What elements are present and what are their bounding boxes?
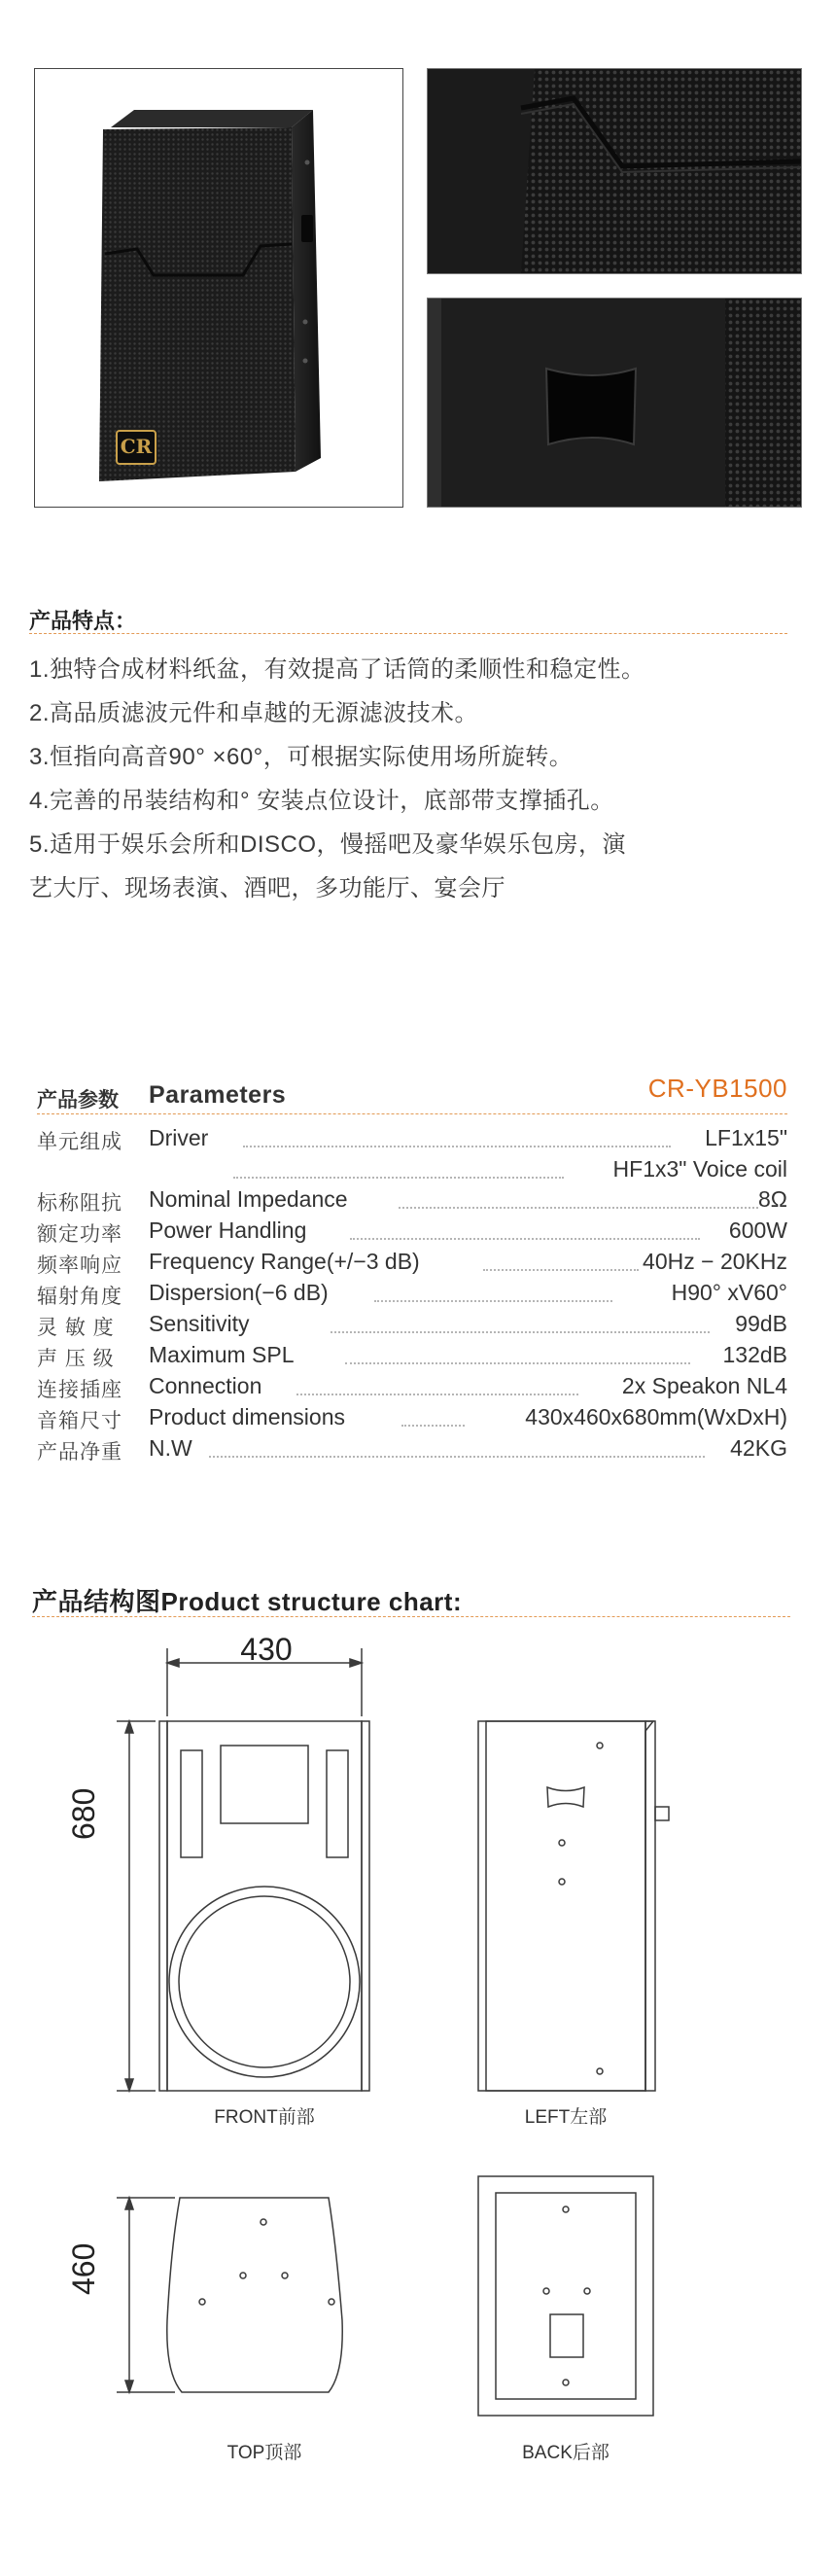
dot-leader — [350, 1238, 700, 1240]
left-view — [478, 1721, 669, 2091]
dot-leader — [209, 1456, 705, 1458]
depth-dimension: 460 — [66, 2242, 101, 2295]
dot-leader — [296, 1394, 578, 1395]
params-title-en: Parameters — [149, 1081, 287, 1109]
dot-leader — [233, 1177, 564, 1179]
dot-leader — [243, 1146, 671, 1147]
front-view-label: FRONT前部 — [214, 2107, 315, 2128]
height-dimension: 680 — [66, 1787, 101, 1840]
param-value: 40Hz − 20KHz — [643, 1249, 787, 1274]
param-label-en: Sensitivity — [149, 1311, 250, 1336]
speaker-main-photo — [34, 68, 403, 508]
param-label-en: N.W — [149, 1435, 192, 1461]
structure-divider — [32, 1616, 790, 1617]
param-value: 132dB — [722, 1342, 787, 1367]
handle-detail-photo — [427, 298, 802, 508]
param-label-cn: 频率响应 — [37, 1254, 122, 1277]
param-value: 2x Speakon NL4 — [621, 1373, 787, 1398]
feature-item: 5.适用于娱乐会所和DISCO，慢摇吧及豪华娱乐包房，演 — [29, 831, 627, 858]
param-label-cn: 标称阻抗 — [37, 1192, 122, 1215]
top-view — [117, 2198, 342, 2392]
param-label-en: Power Handling — [149, 1217, 307, 1243]
brand-logo: CR — [120, 435, 153, 458]
param-label-cn: 连接插座 — [37, 1379, 122, 1401]
params-title-cn: 产品参数 — [37, 1089, 119, 1112]
param-label-en: Frequency Range(+/−3 dB) — [149, 1249, 420, 1274]
structure-drawings — [0, 1624, 836, 2421]
structure-title: 产品结构图Product structure chart: — [32, 1587, 463, 1616]
params-divider — [37, 1113, 787, 1114]
param-label-cn: 音箱尺寸 — [37, 1410, 122, 1432]
param-label-en: Connection — [149, 1373, 262, 1398]
dot-leader — [331, 1331, 710, 1333]
feature-item: 1.独特合成材料纸盆，有效提高了话筒的柔顺性和稳定性。 — [29, 656, 645, 683]
param-label-cn: 辐射角度 — [37, 1286, 122, 1308]
back-view-label: BACK后部 — [522, 2443, 610, 2463]
dot-leader — [374, 1300, 612, 1302]
feature-item: 2.高品质滤波元件和卓越的无源滤波技术。 — [29, 700, 479, 726]
feature-item: 4.完善的吊装结构和° 安装点位设计，底部带支撑插孔。 — [29, 788, 614, 814]
left-view-label: LEFT左部 — [524, 2107, 608, 2128]
dot-leader — [345, 1362, 690, 1364]
param-label-cn: 额定功率 — [37, 1223, 122, 1246]
param-value: 42KG — [730, 1435, 787, 1461]
param-value: 99dB — [735, 1311, 787, 1336]
feature-item: 3.恒指向高音90° ×60°，可根据实际使用场所旋转。 — [29, 744, 574, 770]
param-label-cn: 单元组成 — [37, 1131, 122, 1153]
param-value: HF1x3" Voice coil — [612, 1156, 787, 1182]
features-title: 产品特点： — [29, 609, 137, 633]
param-label-en: Driver — [149, 1125, 209, 1150]
back-view — [478, 2176, 653, 2416]
grille-detail-photo — [427, 68, 802, 274]
param-label-en: Maximum SPL — [149, 1342, 295, 1367]
param-label-cn: 产品净重 — [37, 1441, 122, 1464]
model-number: CR-YB1500 — [647, 1074, 787, 1103]
feature-item: 艺大厅、现场表演、酒吧，多功能厅、宴会厅 — [29, 875, 505, 901]
dot-leader — [399, 1207, 758, 1209]
param-value: LF1x15" — [705, 1125, 787, 1150]
param-label-en: Product dimensions — [149, 1404, 345, 1429]
param-value: 430x460x680mm(WxDxH) — [525, 1404, 787, 1429]
param-label-cn: 声 压 级 — [37, 1348, 115, 1370]
front-view — [117, 1648, 369, 2091]
dot-leader — [401, 1425, 465, 1427]
width-dimension: 430 — [240, 1632, 293, 1667]
param-value: H90° xV60° — [671, 1280, 787, 1305]
param-value: 600W — [728, 1217, 787, 1243]
param-label-en: Nominal Impedance — [149, 1186, 348, 1212]
param-value: 8Ω — [758, 1186, 787, 1212]
top-view-label: TOP顶部 — [226, 2443, 302, 2463]
param-label-cn: 灵 敏 度 — [37, 1317, 115, 1339]
features-divider — [29, 633, 787, 634]
param-label-en: Dispersion(−6 dB) — [149, 1280, 329, 1305]
dot-leader — [483, 1269, 639, 1271]
